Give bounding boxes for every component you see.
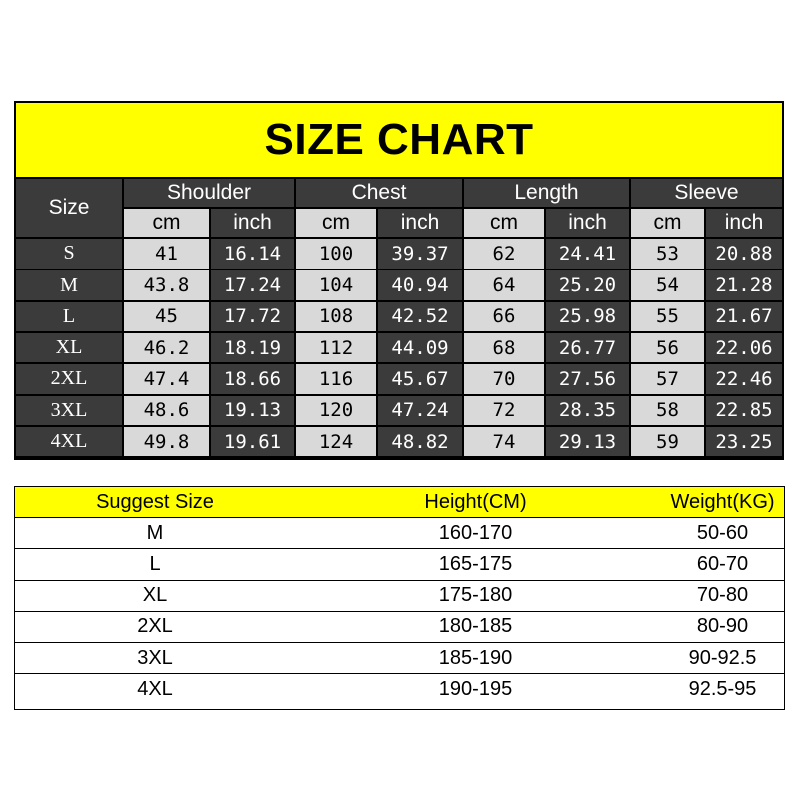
weight-cell: 70-80: [696, 584, 749, 607]
suggest-size-cell: M: [146, 521, 164, 544]
height-cell: 190-195: [438, 678, 513, 701]
table-row: [15, 643, 784, 674]
inch-value: 21.67: [706, 302, 782, 332]
cm-value: 58: [631, 396, 704, 426]
cm-value: 100: [296, 239, 376, 269]
inch-value: 23.25: [706, 427, 782, 457]
inch-value: 21.28: [706, 270, 782, 300]
size-label: 4XL: [16, 427, 122, 457]
table-row: [15, 674, 784, 705]
cm-value: 66: [464, 302, 544, 332]
cm-value: 41: [124, 239, 209, 269]
cm-value: 124: [296, 427, 376, 457]
suggest-size-cell: XL: [142, 584, 168, 607]
table-row: [15, 612, 784, 643]
unit-header-cm: cm: [124, 209, 209, 237]
unit-header-cm: cm: [631, 209, 704, 237]
cm-value: 74: [464, 427, 544, 457]
cm-value: 48.6: [124, 396, 209, 426]
height-header: Height(CM): [424, 490, 527, 513]
inch-value: 25.98: [546, 302, 629, 332]
suggest-size-header: Suggest Size: [96, 490, 214, 513]
height-cell: 175-180: [438, 584, 513, 607]
cm-value: 49.8: [124, 427, 209, 457]
inch-value: 17.24: [211, 270, 294, 300]
inch-value: 27.56: [546, 364, 629, 394]
cm-value: 112: [296, 333, 376, 363]
weight-cell: 92.5-95: [688, 678, 757, 701]
cm-value: 116: [296, 364, 376, 394]
cm-value: 64: [464, 270, 544, 300]
suggest-size-cell: 4XL: [137, 678, 173, 701]
unit-header-inch: inch: [546, 209, 629, 237]
inch-value: 19.13: [211, 396, 294, 426]
cm-value: 57: [631, 364, 704, 394]
suggest-size-cell: 3XL: [137, 646, 173, 669]
suggest-size-cell: 2XL: [137, 615, 173, 638]
inch-value: 47.24: [378, 396, 462, 426]
inch-value: 26.77: [546, 333, 629, 363]
unit-header-cm: cm: [464, 209, 544, 237]
inch-value: 18.19: [211, 333, 294, 363]
table-row: [15, 581, 784, 612]
cm-value: 47.4: [124, 364, 209, 394]
weight-cell: 80-90: [696, 615, 749, 638]
cm-value: 43.8: [124, 270, 209, 300]
size-chart: [14, 101, 784, 460]
cm-value: 108: [296, 302, 376, 332]
cm-value: 55: [631, 302, 704, 332]
cm-value: 72: [464, 396, 544, 426]
weight-cell: 50-60: [696, 521, 749, 544]
height-cell: 165-175: [438, 552, 513, 575]
inch-value: 25.20: [546, 270, 629, 300]
group-header-shoulder: Shoulder: [124, 179, 294, 207]
group-header-length: Length: [464, 179, 629, 207]
cm-value: 45: [124, 302, 209, 332]
height-cell: 185-190: [438, 646, 513, 669]
size-chart-title: SIZE CHART: [16, 103, 782, 177]
inch-value: 42.52: [378, 302, 462, 332]
table-row: [15, 518, 784, 549]
inch-value: 19.61: [211, 427, 294, 457]
size-label: M: [16, 270, 122, 300]
inch-value: 17.72: [211, 302, 294, 332]
inch-value: 20.88: [706, 239, 782, 269]
inch-value: 24.41: [546, 239, 629, 269]
inch-value: 45.67: [378, 364, 462, 394]
suggest-header-row: [15, 487, 784, 518]
cm-value: 62: [464, 239, 544, 269]
weight-header: Weight(KG): [670, 490, 775, 513]
cm-value: 70: [464, 364, 544, 394]
size-label: S: [16, 239, 122, 269]
cm-value: 59: [631, 427, 704, 457]
unit-header-inch: inch: [211, 209, 294, 237]
size-label: 3XL: [16, 396, 122, 426]
inch-value: 22.85: [706, 396, 782, 426]
weight-cell: 60-70: [696, 552, 749, 575]
cm-value: 68: [464, 333, 544, 363]
unit-header-inch: inch: [706, 209, 782, 237]
cm-value: 46.2: [124, 333, 209, 363]
inch-value: 48.82: [378, 427, 462, 457]
height-cell: 160-170: [438, 521, 513, 544]
suggest-size-table: [14, 486, 785, 710]
size-label: 2XL: [16, 364, 122, 394]
suggest-size-cell: L: [149, 552, 161, 575]
group-header-sleeve: Sleeve: [631, 179, 782, 207]
inch-value: 22.46: [706, 364, 782, 394]
size-header: Size: [16, 179, 122, 237]
inch-value: 18.66: [211, 364, 294, 394]
inch-value: 40.94: [378, 270, 462, 300]
weight-cell: 90-92.5: [688, 646, 757, 669]
inch-value: 44.09: [378, 333, 462, 363]
size-label: XL: [16, 333, 122, 363]
cm-value: 120: [296, 396, 376, 426]
unit-header-inch: inch: [378, 209, 462, 237]
cm-value: 54: [631, 270, 704, 300]
unit-header-cm: cm: [296, 209, 376, 237]
cm-value: 53: [631, 239, 704, 269]
size-label: L: [16, 302, 122, 332]
group-header-chest: Chest: [296, 179, 462, 207]
inch-value: 22.06: [706, 333, 782, 363]
cm-value: 56: [631, 333, 704, 363]
table-row: [15, 549, 784, 580]
height-cell: 180-185: [438, 615, 513, 638]
inch-value: 28.35: [546, 396, 629, 426]
inch-value: 16.14: [211, 239, 294, 269]
inch-value: 39.37: [378, 239, 462, 269]
inch-value: 29.13: [546, 427, 629, 457]
cm-value: 104: [296, 270, 376, 300]
